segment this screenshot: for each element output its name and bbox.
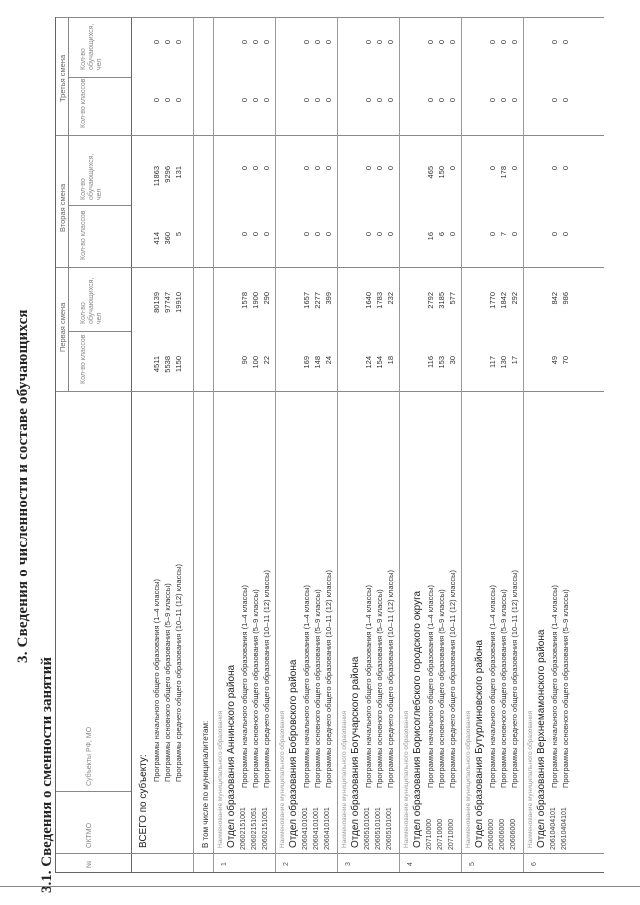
row-value: 7 bbox=[499, 232, 508, 237]
group-faint-label: Наименование муниципального образования bbox=[465, 710, 472, 848]
group-faint-label: Наименование муниципального образования bbox=[217, 710, 224, 848]
table-header bbox=[56, 17, 132, 872]
col-line bbox=[68, 331, 131, 332]
row-separator bbox=[523, 17, 524, 872]
row-code: 20606000 bbox=[499, 818, 506, 850]
row-program-name: Программы основного общего образования (5–9 классы) bbox=[163, 583, 172, 782]
shift-table bbox=[55, 17, 604, 873]
row-value: 0 bbox=[262, 98, 271, 103]
row-code: 20604101001 bbox=[313, 807, 320, 850]
row-value: 11863 bbox=[152, 166, 161, 187]
header-students-3: Кол-во обучающихся, чел bbox=[80, 23, 103, 70]
row-value: 97747 bbox=[163, 292, 172, 313]
row-value: 414 bbox=[152, 232, 161, 245]
row-value: 1657 bbox=[302, 292, 311, 309]
row-value: 0 bbox=[510, 232, 519, 237]
row-value: 0 bbox=[302, 98, 311, 103]
row-code: 20610404101 bbox=[561, 807, 568, 850]
row-value: 22 bbox=[262, 356, 271, 365]
subsection-heading: 3.1. Сведения о сменности занятий bbox=[39, 657, 55, 893]
row-value: 0 bbox=[302, 166, 311, 171]
group-index: 6 bbox=[531, 862, 538, 866]
row-code: 20605101001 bbox=[386, 807, 393, 850]
row-value: 0 bbox=[510, 40, 519, 45]
row-value: 154 bbox=[375, 356, 384, 369]
row-code: 20606000 bbox=[510, 818, 517, 850]
row-value: 0 bbox=[251, 98, 260, 103]
col-line bbox=[56, 853, 604, 854]
row-value: 0 bbox=[324, 232, 333, 237]
row-program-name: Программы начального общего образования (1–4 классы) bbox=[364, 585, 373, 788]
row-code: 20610404101 bbox=[550, 807, 557, 850]
row-value: 986 bbox=[561, 292, 570, 305]
row-code: 20602151051 bbox=[251, 807, 258, 850]
row-value: 0 bbox=[550, 166, 559, 171]
row-value: 0 bbox=[426, 98, 435, 103]
row-code: 20604101001 bbox=[324, 807, 331, 850]
row-value: 130 bbox=[499, 356, 508, 369]
row-value: 0 bbox=[386, 40, 395, 45]
group-title: Отдел образования Бутурлиновского района bbox=[474, 639, 485, 848]
group-title: Отдел образования Борисоглебского городского округа bbox=[412, 590, 423, 848]
row-value: 0 bbox=[174, 40, 183, 45]
row-value: 0 bbox=[375, 232, 384, 237]
row-program-name: Программы основного общего образования (5–9 классы) bbox=[499, 589, 508, 788]
row-value: 0 bbox=[550, 98, 559, 103]
row-program-name: Программы начального общего образования (1–4 классы) bbox=[152, 579, 161, 782]
row-value: 0 bbox=[324, 166, 333, 171]
row-code: 20606000 bbox=[488, 818, 495, 850]
row-value: 0 bbox=[550, 40, 559, 45]
row-value: 1770 bbox=[488, 292, 497, 309]
row-code: 20602151051 bbox=[262, 807, 269, 850]
row-program-name: Программы основного общего образования (5–9 классы) bbox=[313, 589, 322, 788]
row-value: 0 bbox=[488, 232, 497, 237]
row-value: 0 bbox=[313, 166, 322, 171]
group-index: 1 bbox=[221, 862, 228, 866]
row-program-name: Программы начального общего образования (1–4 классы) bbox=[302, 585, 311, 788]
row-value: 0 bbox=[437, 98, 446, 103]
row-code: 20710000 bbox=[426, 818, 433, 850]
row-value: 0 bbox=[174, 98, 183, 103]
row-value: 0 bbox=[262, 232, 271, 237]
col-line bbox=[56, 17, 604, 18]
header-num: № bbox=[86, 860, 93, 868]
row-value: 0 bbox=[488, 166, 497, 171]
row-value: 0 bbox=[152, 98, 161, 103]
row-value: 0 bbox=[302, 232, 311, 237]
group-index: 2 bbox=[283, 862, 290, 866]
row-code: 20602151001 bbox=[240, 807, 247, 850]
header-classes-2: Кол-во классов bbox=[80, 210, 87, 260]
row-value: 80139 bbox=[152, 292, 161, 313]
row-value: 0 bbox=[152, 40, 161, 45]
row-value: 19910 bbox=[174, 292, 183, 313]
row-value: 0 bbox=[251, 166, 260, 171]
group-faint-label: Наименование муниципального образования bbox=[403, 710, 410, 848]
row-value: 17 bbox=[510, 356, 519, 365]
row-value: 0 bbox=[324, 40, 333, 45]
row-value: 153 bbox=[437, 356, 446, 369]
row-value: 232 bbox=[386, 292, 395, 305]
row-value: 0 bbox=[437, 40, 446, 45]
header-students-2: Кол-во обучающихся, чел bbox=[80, 153, 103, 200]
header-name: Субъекты РФ, МО bbox=[86, 726, 93, 786]
row-value: 0 bbox=[448, 166, 457, 171]
group-title: Отдел образования Бобровского района bbox=[288, 659, 299, 848]
row-value: 292 bbox=[510, 292, 519, 305]
row-program-name: Программы среднего общего образования (10–11 (12) классы) bbox=[174, 564, 183, 782]
row-value: 0 bbox=[375, 98, 384, 103]
group-title: Отдел образования Аннинского района bbox=[226, 664, 237, 848]
row-value: 0 bbox=[499, 40, 508, 45]
group-index: 3 bbox=[345, 862, 352, 866]
header-shift-1: Первая смена bbox=[58, 302, 67, 352]
row-program-name: Программы начального общего образования (1–4 классы) bbox=[240, 585, 249, 788]
row-code: 20710000 bbox=[437, 818, 444, 850]
row-value: 0 bbox=[313, 98, 322, 103]
row-value: 0 bbox=[488, 98, 497, 103]
group-index: 5 bbox=[469, 862, 476, 866]
row-value: 49 bbox=[550, 356, 559, 365]
row-value: 0 bbox=[364, 98, 373, 103]
row-separator bbox=[213, 17, 214, 872]
row-value: 465 bbox=[426, 166, 435, 179]
header-shift-2: Вторая смена bbox=[58, 183, 67, 232]
row-separator bbox=[399, 17, 400, 872]
row-value: 0 bbox=[448, 232, 457, 237]
row-value: 0 bbox=[561, 98, 570, 103]
row-value: 70 bbox=[561, 356, 570, 365]
row-value: 0 bbox=[510, 98, 519, 103]
row-value: 178 bbox=[499, 166, 508, 179]
row-separator bbox=[461, 17, 462, 872]
row-value: 0 bbox=[426, 40, 435, 45]
group-title: Отдел образования Богучарского района bbox=[350, 656, 361, 848]
row-value: 124 bbox=[364, 356, 373, 369]
row-program-name: Программы среднего общего образования (10–11 (12) классы) bbox=[386, 570, 395, 788]
group-faint-label: Наименование муниципального образования bbox=[341, 710, 348, 848]
row-code: 20605101001 bbox=[375, 807, 382, 850]
header-classes-1: Кол-во классов bbox=[80, 334, 87, 384]
group-index: 4 bbox=[407, 862, 414, 866]
row-value: 117 bbox=[488, 356, 497, 368]
row-value: 1640 bbox=[364, 292, 373, 309]
row-value: 30 bbox=[448, 356, 457, 365]
row-value: 1783 bbox=[375, 292, 384, 309]
row-value: 2277 bbox=[313, 292, 322, 309]
row-value: 24 bbox=[324, 356, 333, 365]
row-value: 0 bbox=[240, 40, 249, 45]
row-value: 0 bbox=[163, 40, 172, 45]
row-value: 0 bbox=[499, 98, 508, 103]
row-value: 0 bbox=[386, 166, 395, 171]
row-value: 90 bbox=[240, 356, 249, 365]
row-value: 0 bbox=[364, 232, 373, 237]
row-value: 1578 bbox=[240, 292, 249, 309]
row-value: 0 bbox=[375, 166, 384, 171]
row-value: 0 bbox=[324, 98, 333, 103]
row-code: 20604101001 bbox=[302, 807, 309, 850]
row-value: 0 bbox=[561, 40, 570, 45]
row-value: 3185 bbox=[437, 292, 446, 309]
header-okato: ОКТМО bbox=[86, 822, 93, 848]
group-faint-label: Наименование муниципального образования bbox=[279, 710, 286, 848]
row-value: 842 bbox=[550, 292, 559, 305]
row-value: 0 bbox=[386, 232, 395, 237]
row-value: 0 bbox=[561, 166, 570, 171]
row-value: 0 bbox=[251, 232, 260, 237]
row-value: 0 bbox=[375, 40, 384, 45]
row-code: 20605101001 bbox=[364, 807, 371, 850]
row-value: 0 bbox=[313, 40, 322, 45]
row-program-name: Программы основного общего образования (5–9 классы) bbox=[561, 589, 570, 788]
row-value: 0 bbox=[240, 166, 249, 171]
row-value: 0 bbox=[448, 40, 457, 45]
row-value: 0 bbox=[364, 166, 373, 171]
row-value: 18 bbox=[386, 356, 395, 365]
row-program-name: Программы среднего общего образования (10–11 (12) классы) bbox=[510, 570, 519, 788]
row-value: 0 bbox=[510, 166, 519, 171]
row-program-name: Программы основного общего образования (5–9 классы) bbox=[375, 589, 384, 788]
row-value: 148 bbox=[313, 356, 322, 369]
row-value: 0 bbox=[163, 98, 172, 103]
row-value: 0 bbox=[240, 232, 249, 237]
row-separator bbox=[275, 17, 276, 872]
row-value: 2792 bbox=[426, 292, 435, 309]
row-separator bbox=[337, 17, 338, 872]
row-value: 116 bbox=[426, 356, 435, 368]
row-value: 0 bbox=[251, 40, 260, 45]
header-students-1: Кол-во обучающихся, чел bbox=[80, 277, 103, 324]
row-value: 0 bbox=[313, 232, 322, 237]
row-value: 131 bbox=[174, 166, 183, 179]
rotated-sheet bbox=[15, 13, 615, 893]
row-value: 0 bbox=[262, 40, 271, 45]
row-program-name: Программы основного общего образования (5–9 классы) bbox=[437, 589, 446, 788]
row-value: 4511 bbox=[152, 356, 161, 373]
row-value: 0 bbox=[302, 40, 311, 45]
group-faint-label: Наименование муниципального образования bbox=[527, 710, 534, 848]
row-value: 0 bbox=[364, 40, 373, 45]
section-heading: 3. Сведения о численности и составе обучающихся bbox=[15, 309, 31, 663]
row-value: 9296 bbox=[163, 166, 172, 183]
row-program-name: Программы среднего общего образования (10–11 (12) классы) bbox=[324, 570, 333, 788]
row-value: 0 bbox=[488, 40, 497, 45]
row-value: 16 bbox=[426, 232, 435, 241]
row-value: 6 bbox=[437, 232, 446, 237]
row-value: 0 bbox=[448, 98, 457, 103]
header-classes-3: Кол-во классов bbox=[80, 78, 87, 128]
row-value: 1150 bbox=[174, 356, 183, 373]
row-program-name: Программы среднего общего образования (10–11 (12) классы) bbox=[448, 570, 457, 788]
row-value: 150 bbox=[437, 166, 446, 179]
row-value: 1842 bbox=[499, 292, 508, 309]
row-value: 169 bbox=[302, 356, 311, 369]
col-line bbox=[68, 77, 131, 78]
row-value: 577 bbox=[448, 292, 457, 305]
row-program-name: Программы основного общего образования (5–9 классы) bbox=[251, 589, 260, 788]
including-label: В том числе по муниципалитетам: bbox=[201, 720, 210, 848]
row-value: 100 bbox=[251, 356, 260, 369]
row-program-name: Программы начального общего образования (1–4 классы) bbox=[550, 585, 559, 788]
row-value: 360 bbox=[163, 232, 172, 245]
header-shift-3: Третья смена bbox=[58, 54, 67, 102]
row-value: 399 bbox=[324, 292, 333, 305]
row-value: 1900 bbox=[251, 292, 260, 309]
row-value: 0 bbox=[561, 232, 570, 237]
col-line bbox=[68, 205, 131, 206]
row-value: 0 bbox=[240, 98, 249, 103]
row-program-name: Программы среднего общего образования (10–11 (12) классы) bbox=[262, 570, 271, 788]
row-program-name: Программы начального общего образования (1–4 классы) bbox=[488, 585, 497, 788]
row-value: 290 bbox=[262, 292, 271, 305]
total-title: ВСЕГО по субъекту: bbox=[138, 754, 149, 848]
row-program-name: Программы начального общего образования (1–4 классы) bbox=[426, 585, 435, 788]
col-line bbox=[56, 791, 131, 792]
row-value: 0 bbox=[386, 98, 395, 103]
row-value: 5538 bbox=[163, 356, 172, 373]
row-value: 0 bbox=[550, 232, 559, 237]
page-edge-line bbox=[0, 886, 640, 887]
group-title: Отдел образования Верхнемамонского района bbox=[536, 629, 547, 848]
row-code: 20710000 bbox=[448, 818, 455, 850]
row-separator bbox=[193, 17, 194, 872]
row-value: 0 bbox=[262, 166, 271, 171]
row-value: 5 bbox=[174, 232, 183, 237]
